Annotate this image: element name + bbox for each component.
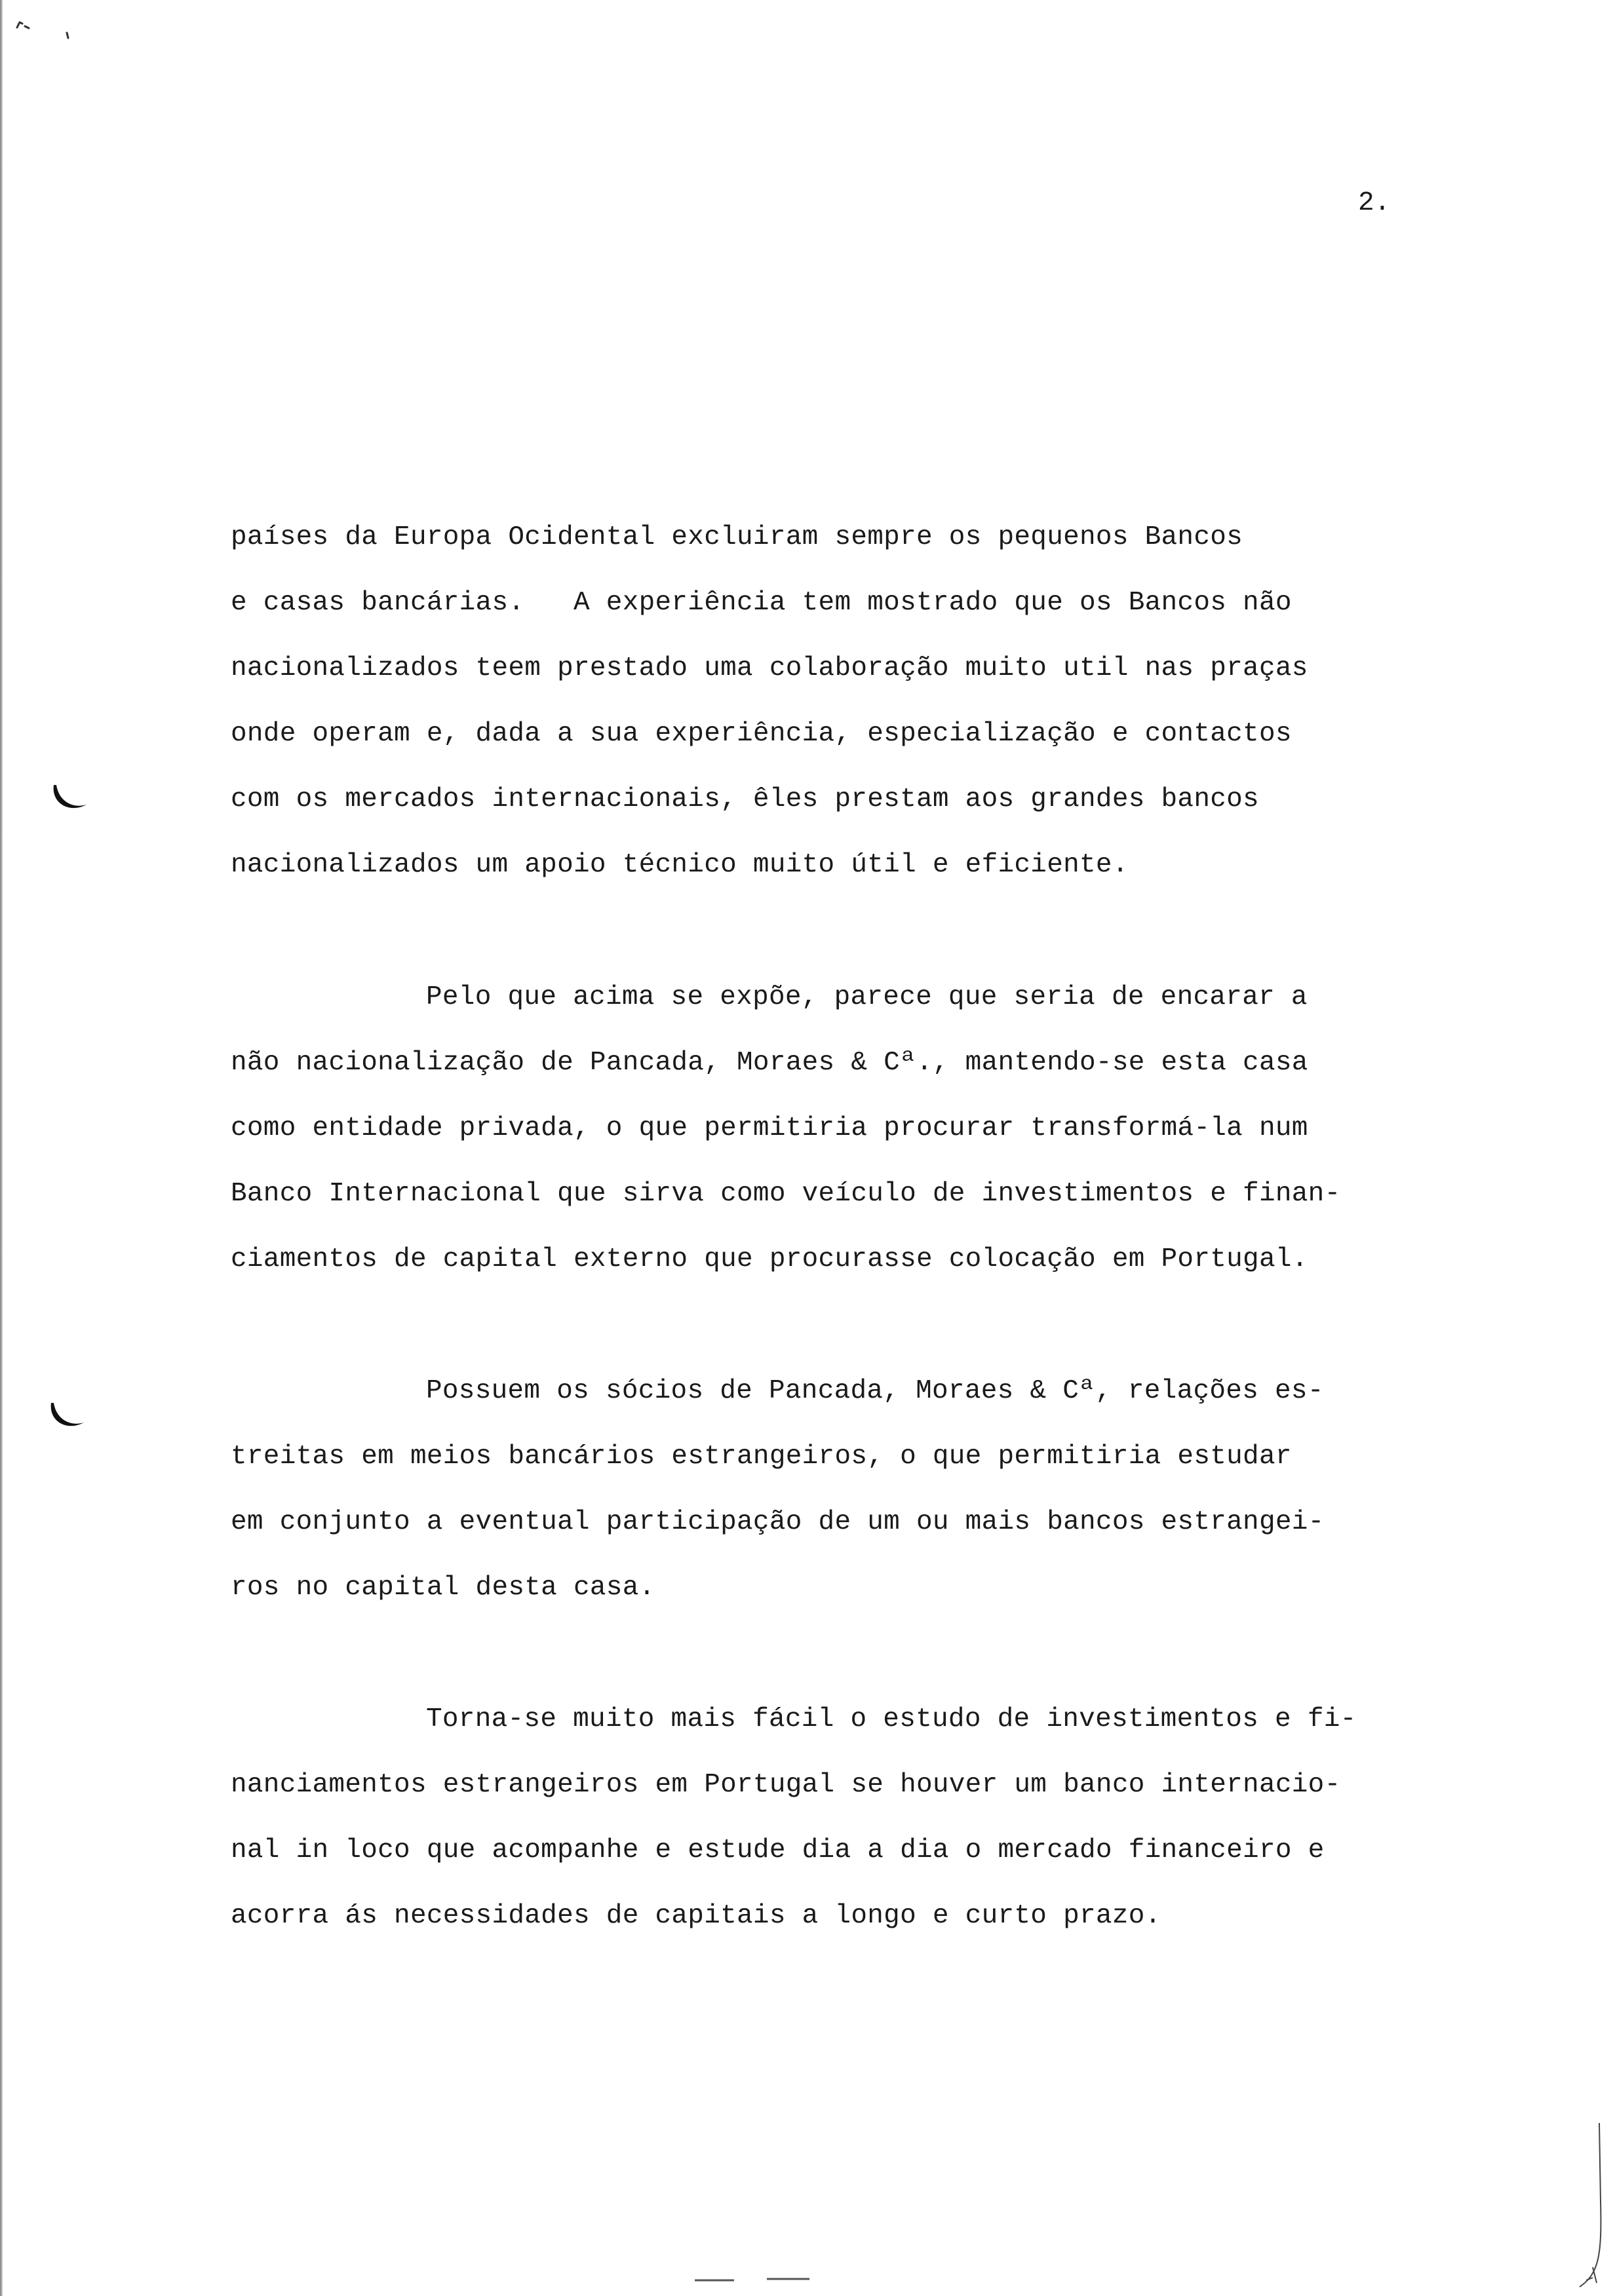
right-edge-curl-mark — [1573, 2123, 1612, 2293]
paragraph-3-line-1: Possuem os sócios de Pancada, Moraes & Cª, relações es- — [426, 1376, 1324, 1406]
page-number: 2. — [1358, 188, 1391, 218]
paragraph-4-line-2: nanciamentos estrangeiros em Portugal se houver um banco internacio- — [231, 1770, 1341, 1800]
paragraph-1-line-5: com os mercados internacionais, êles prestam aos grandes bancos — [231, 784, 1259, 814]
paragraph-4-line-3: nal in loco que acompanhe e estude dia a dia o mercado financeiro e — [231, 1835, 1325, 1866]
paragraph-2-line-4: Banco Internacional que sirva como veículo de investimentos e finan- — [231, 1179, 1341, 1209]
paragraph-1-line-1: países da Europa Ocidental excluiram sempre os pequenos Bancos — [231, 522, 1243, 552]
paragraph-3-line-3: em conjunto a eventual participação de um ou mais bancos estrangei- — [231, 1507, 1325, 1537]
paragraph-2-line-5: ciamentos de capital externo que procurasse colocação em Portugal. — [231, 1244, 1308, 1274]
paragraph-1-line-2: e casas bancárias. A experiência tem mostrado que os Bancos não — [231, 588, 1292, 618]
paragraph-4-line-1: Torna-se muito mais fácil o estudo de investimentos e fi- — [426, 1704, 1357, 1734]
paragraph-4-line-4: acorra ás necessidades de capitais a longo e curto prazo. — [231, 1901, 1161, 1931]
paragraph-3-line-2: treitas em meios bancários estrangeiros, o que permitiria estudar — [231, 1442, 1292, 1472]
paragraph-1-line-4: onde operam e, dada a sua experiência, especialização e contactos — [231, 719, 1292, 749]
paragraph-1-line-3: nacionalizados teem prestado uma colaboração muito util nas praças — [231, 653, 1308, 683]
paragraph-2-line-3: como entidade privada, o que permitiria procurar transformá-la num — [231, 1113, 1308, 1143]
scan-artifact-dashes — [695, 2274, 826, 2287]
paragraph-1-line-6: nacionalizados um apoio técnico muito útil e eficiente. — [231, 850, 1129, 880]
page-edge-shadow — [0, 0, 3, 2296]
paragraph-2-line-2: não nacionalização de Pancada, Moraes & Cª., mantendo-se esta casa — [231, 1048, 1308, 1078]
paragraph-3-line-4: ros no capital desta casa. — [231, 1573, 655, 1603]
corner-mark-icon — [13, 14, 72, 41]
punch-hole-mark-icon — [47, 1399, 87, 1438]
punch-hole-mark-icon — [50, 781, 89, 820]
paragraph-2-line-1: Pelo que acima se expõe, parece que seria de encarar a — [426, 982, 1308, 1012]
